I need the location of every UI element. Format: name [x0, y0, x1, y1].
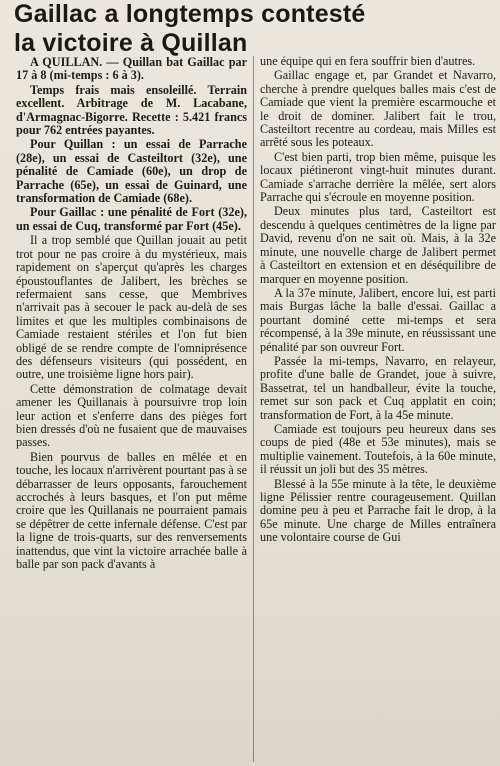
paragraph: A QUILLAN. — Quillan bat Gaillac par 17 à 8 (mi-temps : 6 à 3).: [16, 55, 247, 83]
paragraph: A la 37e minute, Jalibert, encore lui, est parti mais Burgas lâche la balle d'essai. Gaillac a pourtant dominé cette mi-temps et sera récompensé, à la 39e minute, en réussissant une pénalité par son ouvreur Fort.: [260, 285, 496, 354]
paragraph: Pour Quillan : un essai de Parrache (28e), un essai de Casteiltort (32e), une pénalité de Camiade (60e), un drop de Parrache (65e), un essai de Guinard, une transformation de Camiade (68e).: [16, 137, 247, 206]
paragraph: Bien pourvus de balles en mêlée et en touche, les locaux n'arrivèrent pourtant pas à se débarrasser de leurs opposants, farouchement accrochés à leurs basques, et l'on put même croire que les Quillanais ne pourraient pamais se dépêtrer de cette infernale défense. C'est par la ligne de trois-quarts, sur des renversements inattendus, que vint la victoire arrachée balle à balle par son pack d'avants à: [16, 449, 247, 572]
paragraph: C'est bien parti, trop bien même, puisque les locaux piétineront vingt-huit minutes durant. Camiade s'arrache derrière la mêlée, sert alors Parrache qui s'écroule en moyenne position.: [260, 149, 496, 205]
column-divider: [253, 56, 254, 762]
paragraph: Temps frais mais ensoleillé. Terrain excellent. Arbitrage de M. Lacabane, d'Armagnac-Bigorre. Recette : 5.421 francs pour 762 entrées payantes.: [16, 82, 247, 138]
paragraph: Camiade est toujours peu heureux dans ses coups de pied (48e et 53e minutes), mais se multiplie vainement. Toutefois, à la 60e minute, il réussit un joli but des 35 mètres.: [260, 421, 496, 477]
article-column-left: [16, 56, 247, 572]
paragraph: Passée la mi-temps, Navarro, en relayeur, profite d'une balle de Grandet, joue à suivre, Bassetrat, tel un handballeur, évite la touche, remet sur son pack et Cuq applatit en coin; transformation de Fort, à la 45e minute.: [260, 353, 496, 422]
headline: [14, 0, 494, 58]
paragraph: Cette démonstration de colmatage devait amener les Quillanais à poursuivre trop loin leur action et s'enferre dans des pièges fort bien dressés d'où ne fusaient que de mauvaises passes.: [16, 381, 247, 450]
paragraph: Deux minutes plus tard, Casteiltort est descendu à quelques centimètres de la ligne par David, revenu d'on ne sait où. Mais, à la 32e minute, une nouvelle charge de Jalibert permet à Casteiltort en extension et en déséquilibre de marquer en moyenne position.: [260, 204, 496, 286]
headline-line-1: Gaillac a longtemps contesté: [14, 0, 366, 28]
paragraph: Il a trop semblé que Quillan jouait au petit trot pour ne pas croire à du mystérieux, mais rapidement on s'aperçut qu'après les charges époustouflantes de Jalibert, les brèches se refermaient sans cesse, que Membrives n'arrivait pas à secouer le pack au-delà de ses limites et que les multiples combinaisons de Camiade restaient stériles et l'on fut bien obligé de se rendre compte de l'omniprésence des défenseurs visiteurs (qui possédent, en outre, une troisième ligne hors pair).: [16, 233, 247, 382]
headline-line-2: la victoire à Quillan: [14, 29, 248, 57]
paragraph: Pour Gaillac : une pénalité de Fort (32e), un essai de Cuq, transformé par Fort (45e).: [16, 205, 247, 233]
paragraph: Blessé à la 55e minute à la tête, le deuxième ligne Pélissier rentre courageusement. Quillan domine peu à peu et Parrache fait le drop, à la 65e minute. Une charge de Milles entraînera une volontaire course de Gui: [260, 476, 496, 545]
article-column-right: [260, 55, 496, 546]
paragraph: Gaillac engage et, par Grandet et Navarro, cherche à prendre quelques balles mais c'est de Camiade que vient la première escarmouche et le droit de dominer. Jalibert fait le trou, Casteiltort recentre au cordeau, mais Milles est arrêté sous les poteaux.: [260, 68, 496, 150]
paragraph: une équipe qui en fera souffrir bien d'autres.: [260, 54, 476, 68]
